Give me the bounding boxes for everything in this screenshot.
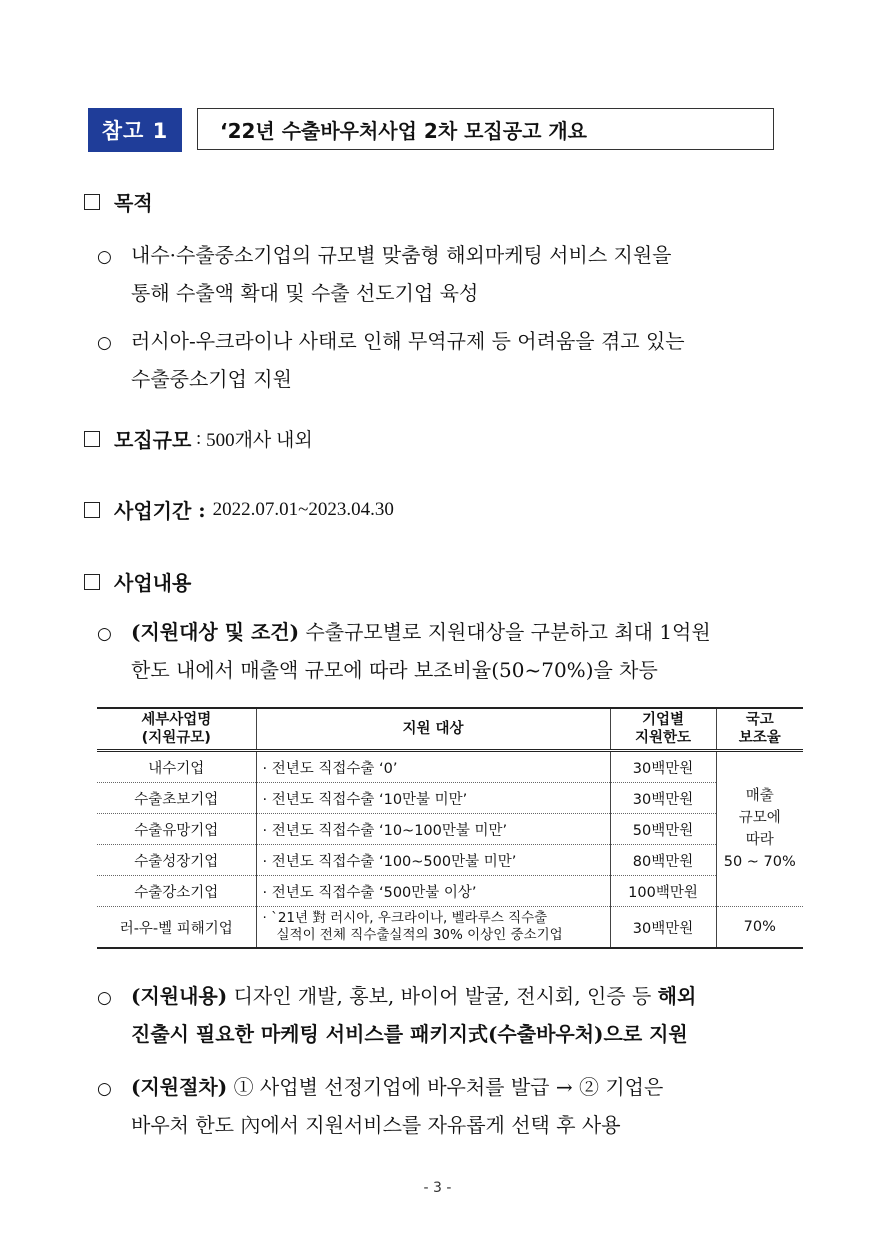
cell-target: · 전년도 직접수출 ‘500만불 이상’ (256, 876, 610, 907)
section-content-heading: 사업내용 (114, 571, 192, 595)
support-content-label: (지원내용) (131, 984, 228, 1008)
header-text: (지원규모) (141, 730, 211, 746)
cell-program-name: 내수기업 (97, 751, 256, 783)
cell-program-name: 러-우-벨 피해기업 (97, 907, 256, 949)
reference-badge: 참고 1 (88, 108, 182, 152)
support-table (97, 707, 803, 949)
cell-limit: 30백만원 (610, 751, 716, 783)
page-number: - 3 - (423, 1180, 452, 1196)
circle-bullet-icon: ○ (97, 624, 112, 644)
table-header-row (97, 708, 803, 751)
circle-bullet-icon: ○ (97, 1079, 112, 1099)
support-target-label: (지원대상 및 조건) (131, 620, 300, 644)
bullet-text-line2: 한도 내에서 매출액 규모에 따라 보조비율(50~70%)을 차등 (131, 658, 658, 682)
cell-program-name: 수출초보기업 (97, 783, 256, 814)
bullet-text-line1: ① 사업별 선정기업에 바우처를 발급 → ② 기업은 (227, 1075, 664, 1099)
support-procedure-bullet (97, 1069, 797, 1143)
header-text: 기업별 (641, 712, 685, 728)
circle-bullet-icon: ○ (97, 333, 112, 353)
cell-program-name: 수출유망기업 (97, 814, 256, 845)
bullet-text-line2: 수출중소기업 지원 (131, 367, 292, 391)
header-support-limit (610, 708, 716, 751)
checkbox-square-icon (84, 574, 100, 590)
header-program-name (97, 708, 256, 751)
cell-limit: 50백만원 (610, 814, 716, 845)
rate-text: 매출 (745, 788, 774, 804)
bullet-text-line2: 진출시 필요한 마케팅 서비스를 패키지式(수출바우처)으로 지원 (131, 1022, 688, 1046)
period-value: 2022.07.01~2023.04.30 (212, 498, 394, 520)
section-purpose-heading: 목적 (114, 191, 153, 215)
cell-limit: 80백만원 (610, 845, 716, 876)
checkbox-square-icon (84, 431, 100, 447)
section-period-heading: 사업기간 (114, 499, 192, 523)
support-procedure-label: (지원절차) (131, 1075, 228, 1099)
table-row (97, 783, 803, 814)
cell-merged-rate (716, 751, 803, 907)
circle-bullet-icon: ○ (97, 247, 112, 267)
table-row (97, 876, 803, 907)
cell-target: · 전년도 직접수출 ‘100~500만불 미만’ (256, 845, 610, 876)
cell-limit: 100백만원 (610, 876, 716, 907)
scale-separator: : (191, 427, 207, 449)
bullet-text-line1: 러시아-우크라이나 사태로 인해 무역규제 등 어려움을 겪고 있는 (131, 329, 685, 353)
table-row (97, 907, 803, 949)
table-row (97, 751, 803, 783)
bullet-text-line2: 통해 수출액 확대 및 수출 선도기업 육성 (131, 281, 479, 305)
cell-rate: 70% (716, 907, 803, 949)
page-title: ‘22년 수출바우처사업 2차 모집공고 개요 (197, 108, 774, 150)
support-content-bullet (97, 978, 797, 1052)
target-text-line1: · `21년 對 러시아, 우크라이나, 벨라루스 직수출 (262, 910, 548, 926)
checkbox-square-icon (84, 194, 100, 210)
cell-program-name: 수출강소기업 (97, 876, 256, 907)
cell-target: · 전년도 직접수출 ‘10만불 미만’ (256, 783, 610, 814)
bullet-text-line1: 수출규모별로 지원대상을 구분하고 최대 1억원 (299, 620, 711, 644)
rate-text: 규모에 (738, 810, 781, 826)
section-period (84, 495, 394, 524)
cell-target: · 전년도 직접수출 ‘0’ (256, 751, 610, 783)
purpose-bullet-2 (97, 323, 797, 397)
section-purpose (84, 187, 153, 216)
purpose-bullet-1 (97, 237, 797, 311)
table-row (97, 845, 803, 876)
bullet-text-line1-bold: 해외 (657, 984, 697, 1008)
section-content (84, 567, 191, 596)
cell-limit: 30백만원 (610, 907, 716, 949)
section-scale-heading: 모집규모 (114, 428, 192, 452)
scale-value: 500개사 내외 (206, 430, 313, 451)
header-subsidy-rate (716, 708, 803, 751)
table-row (97, 814, 803, 845)
cell-limit: 30백만원 (610, 783, 716, 814)
bullet-text-line2: 바우처 한도 內에서 지원서비스를 자유롭게 선택 후 사용 (131, 1113, 621, 1137)
header-text: 보조율 (738, 730, 781, 746)
header-support-target: 지원 대상 (256, 708, 610, 751)
support-target-bullet (97, 614, 797, 688)
cell-target: · 전년도 직접수출 ‘10~100만불 미만’ (256, 814, 610, 845)
rate-text: 따라 (745, 832, 774, 848)
cell-target (256, 907, 610, 949)
header-text: 지원한도 (634, 730, 692, 746)
section-scale (84, 424, 313, 453)
rate-text: 50 ~ 70% (723, 854, 796, 870)
cell-program-name: 수출성장기업 (97, 845, 256, 876)
circle-bullet-icon: ○ (97, 988, 112, 1008)
bullet-text-line1: 디자인 개발, 홍보, 바이어 발굴, 전시회, 인증 등 (227, 984, 658, 1008)
checkbox-square-icon (84, 502, 100, 518)
header-text: 세부사업명 (141, 712, 212, 728)
bullet-text-line1: 내수·수출중소기업의 규모별 맞춤형 해외마케팅 서비스 지원을 (131, 243, 672, 267)
header-text: 국고 (745, 712, 774, 728)
period-separator: : (191, 497, 213, 522)
target-text-line2: 실적이 전체 직수출실적의 30% 이상인 중소기업 (276, 927, 563, 943)
